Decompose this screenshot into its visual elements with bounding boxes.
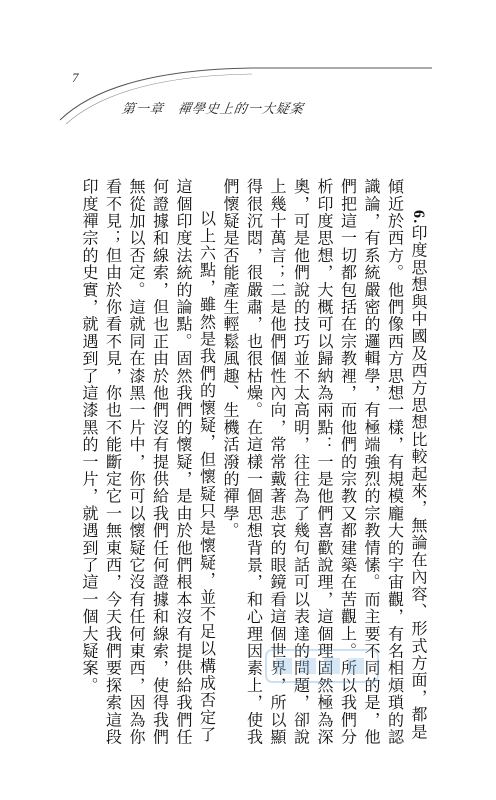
decorative-arc: [52, 50, 452, 130]
paragraph-1-text: 印度思想與中國及西方思想比較起來，無論在內容、形式方面，都是傾近於西方。他們像西方思想一樣，有規模龐大的宇宙觀，有名相煩瑣的認識論，有系統嚴密的邏輯學，有極端強烈的宗教情愫。而主要不同的是，他們把這一切都包括在宗教裡，而他們的宗教又都建築在苦觀上。所以我們分析印度思想，大概可以歸納為兩點：一是他們喜歡說理，這個理固然極為深奧，可是他們說的技巧並不太高明，往往為了幾句話可以表達的問題，卻說上幾十萬言；二是他們個性內向，常常戴著悲哀的眼鏡看這個世界，所以顯得很沉悶，很嚴肅，也很枯燥。在這樣一個思想背景，和心理因素上，使我們懷疑是否能產生輕鬆風趣、生機活潑的禪學。: [221, 178, 428, 746]
paragraph-number: 6.: [410, 210, 427, 225]
paragraph-2-text: 以上六點，雖然是我們的懷疑，但懷疑只是懷疑，並不足以構成否定了這個印度法統的論點。固然我們的懷疑，是由於他們根本沒有提供給我們任何證據和線索，但也正由於他們沒有提供給我們任何證據和線索，使得我們無從加以否定。這就同在漆黑一片中，你可以懷疑它沒有任何東西，因為你看不見；但由於你看不見，你也不能斷定它一無東西，今天我們要探索這段印度禪宗的史實，就遇到了這漆黑的一片，就遇到了這一個大疑案。: [80, 178, 217, 746]
page-number: 7: [72, 70, 79, 85]
watermark-logo: [262, 642, 382, 690]
page-header: [52, 50, 452, 130]
paragraph-2: [78, 178, 219, 748]
running-title: 第一章 禪學史上的一大疑案: [120, 102, 305, 117]
